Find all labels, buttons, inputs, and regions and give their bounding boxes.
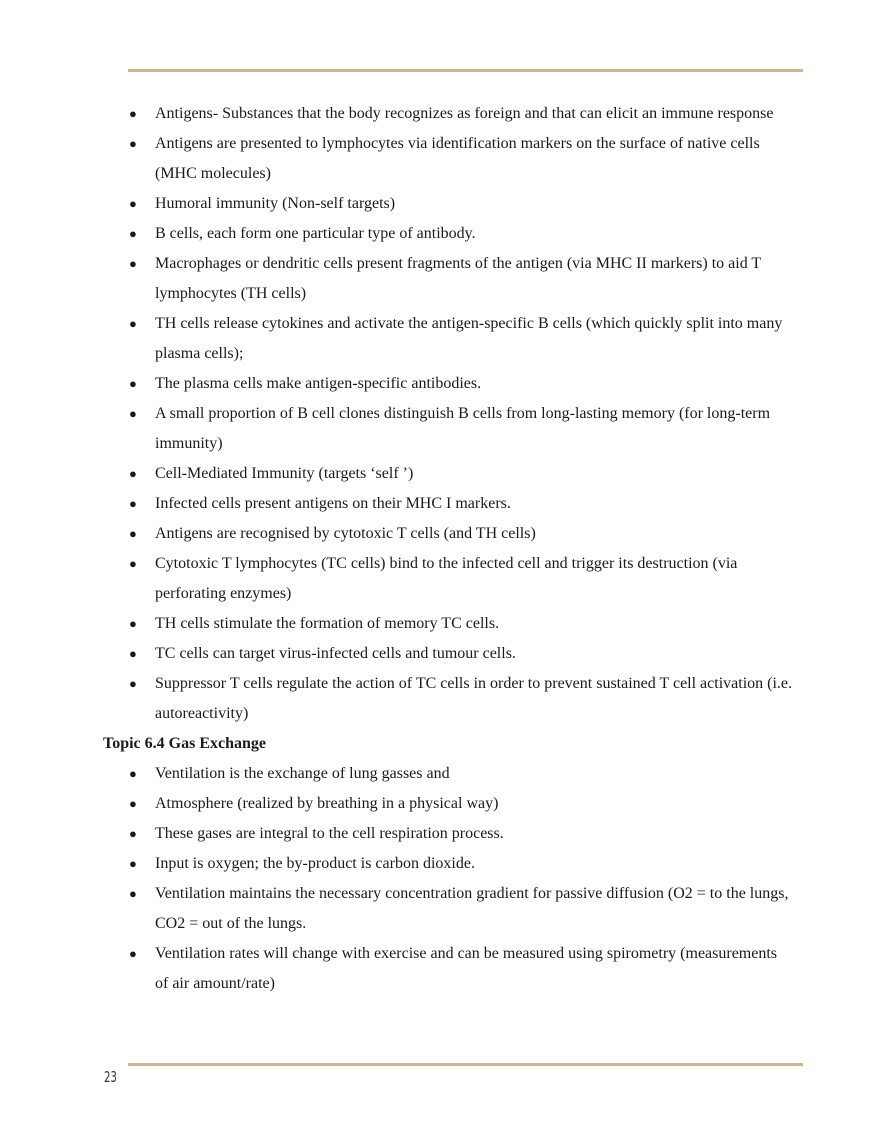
list-item-text: TC cells can target virus-infected cells and tumour cells. xyxy=(155,645,516,662)
bullet-icon: ● xyxy=(129,256,137,271)
list-item xyxy=(103,879,793,939)
list-item-text: Suppressor T cells regulate the action of TC cells in order to prevent sustained T cell activation (i.e. autoreactivity) xyxy=(155,675,793,722)
list-item xyxy=(103,759,793,789)
list-item-text: Ventilation maintains the necessary concentration gradient for passive diffusion (O2 = to the lungs, CO2 = out of the lungs. xyxy=(155,885,789,932)
list-item xyxy=(103,309,793,369)
list-item-text: Humoral immunity (Non-self targets) xyxy=(155,195,396,212)
bullet-icon: ● xyxy=(129,226,137,241)
bullet-icon: ● xyxy=(129,376,137,391)
bullet-icon: ● xyxy=(129,676,137,691)
bullet-icon: ● xyxy=(129,616,137,631)
bullet-icon: ● xyxy=(129,316,137,331)
list-item-text: Antigens are recognised by cytotoxic T cells (and TH cells) xyxy=(155,525,536,542)
bullet-icon: ● xyxy=(129,406,137,421)
bullet-icon: ● xyxy=(129,766,137,781)
list-item xyxy=(103,549,793,609)
list-item xyxy=(103,849,793,879)
list-item-text: The plasma cells make antigen-specific antibodies. xyxy=(155,375,482,392)
list-item xyxy=(103,369,793,399)
list-item xyxy=(103,189,793,219)
list-item xyxy=(103,789,793,819)
list-item-text: Antigens are presented to lymphocytes via identification markers on the surface of native cells (MHC molecules) xyxy=(155,135,760,182)
list-item xyxy=(103,669,793,729)
list-item xyxy=(103,249,793,309)
list-item-text: Ventilation is the exchange of lung gasses and xyxy=(155,765,450,782)
list-item-text: These gases are integral to the cell respiration process. xyxy=(155,825,504,842)
list-item-text: Input is oxygen; the by-product is carbon dioxide. xyxy=(155,855,475,872)
header-rule xyxy=(128,69,803,72)
list-item xyxy=(103,609,793,639)
bullet-icon: ● xyxy=(129,886,137,901)
list-item xyxy=(103,939,793,999)
list-item-text: Atmosphere (realized by breathing in a physical way) xyxy=(155,795,499,812)
bullet-icon: ● xyxy=(129,946,137,961)
bullet-icon: ● xyxy=(129,646,137,661)
page-content xyxy=(103,99,793,999)
list-item-text: Infected cells present antigens on their MHC I markers. xyxy=(155,495,511,512)
list-item-text: Macrophages or dendritic cells present fragments of the antigen (via MHC II markers) to aid T lymphocytes (TH cells) xyxy=(155,255,761,302)
bullet-icon: ● xyxy=(129,856,137,871)
list-item-text: B cells, each form one particular type of antibody. xyxy=(155,225,476,242)
bullet-icon: ● xyxy=(129,496,137,511)
list-item xyxy=(103,639,793,669)
list-item xyxy=(103,459,793,489)
list-item-text: Cell-Mediated Immunity (targets ‘self ’) xyxy=(155,465,414,482)
list-item xyxy=(103,129,793,189)
list-item-text: TH cells release cytokines and activate the antigen-specific B cells (which quickly split into many plasma cells); xyxy=(155,315,783,362)
list-item-text: Cytotoxic T lymphocytes (TC cells) bind to the infected cell and trigger its destruction (via perforating enzymes) xyxy=(155,555,738,602)
page-number: 23 xyxy=(104,1068,117,1086)
section-heading: Topic 6.4 Gas Exchange xyxy=(103,735,266,752)
bullet-icon: ● xyxy=(129,196,137,211)
list-item xyxy=(103,399,793,459)
immune-response-list xyxy=(103,99,793,729)
bullet-icon: ● xyxy=(129,466,137,481)
footer-rule xyxy=(128,1063,803,1066)
bullet-icon: ● xyxy=(129,826,137,841)
list-item-text: TH cells stimulate the formation of memory TC cells. xyxy=(155,615,500,632)
bullet-icon: ● xyxy=(129,526,137,541)
list-item xyxy=(103,489,793,519)
bullet-icon: ● xyxy=(129,106,137,121)
list-item xyxy=(103,99,793,129)
bullet-icon: ● xyxy=(129,136,137,151)
gas-exchange-list xyxy=(103,759,793,999)
list-item-text: Ventilation rates will change with exercise and can be measured using spirometry (measurements of air amount/rate) xyxy=(155,945,778,992)
list-item xyxy=(103,519,793,549)
list-item-text: Antigens- Substances that the body recognizes as foreign and that can elicit an immune response xyxy=(155,105,774,122)
list-item xyxy=(103,819,793,849)
bullet-icon: ● xyxy=(129,796,137,811)
list-item-text: A small proportion of B cell clones distinguish B cells from long-lasting memory (for long-term immunity) xyxy=(155,405,771,452)
bullet-icon: ● xyxy=(129,556,137,571)
list-item xyxy=(103,219,793,249)
